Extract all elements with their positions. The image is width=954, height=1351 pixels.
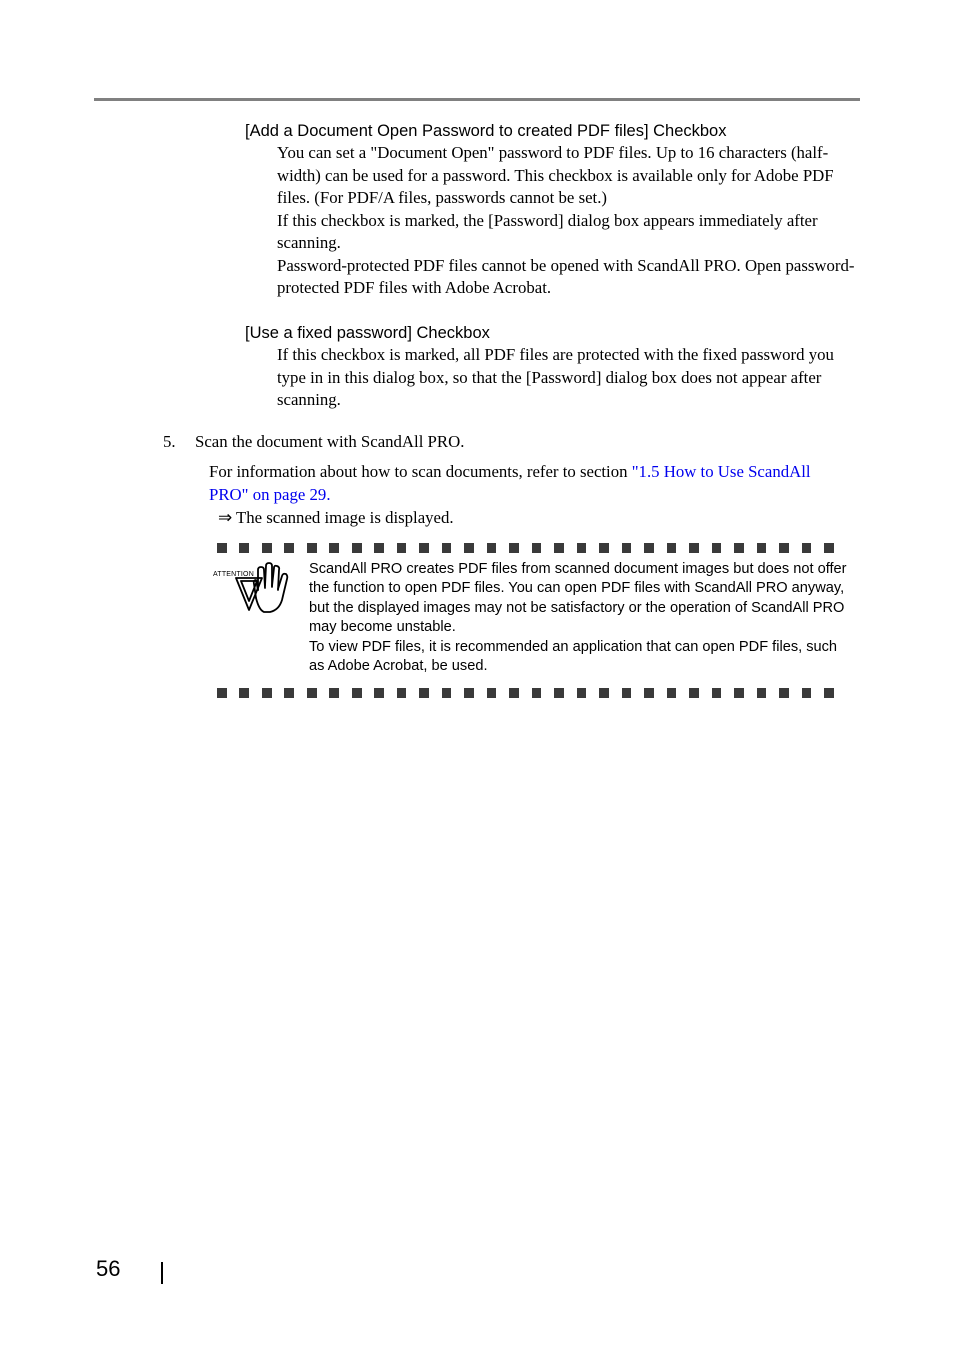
body-paragraph: Password-protected PDF files cannot be opened with ScandAll PRO. Open password-protected PDF files with Adobe Acrobat.	[277, 255, 855, 297]
border-dash	[532, 543, 542, 553]
border-dash	[554, 688, 564, 698]
border-dash	[239, 688, 249, 698]
border-dash	[622, 543, 632, 553]
reference-paragraph	[209, 461, 849, 506]
attention-line: To view PDF files, it is recommended an application that can open PDF files, such as Adobe Acrobat, be used.	[309, 638, 838, 675]
body-paragraph: If this checkbox is marked, the [Password] dialog box appears immediately after scanning.	[277, 210, 818, 252]
section-heading-open-password: [Add a Document Open Password to created PDF files] Checkbox	[245, 122, 727, 140]
border-dash	[284, 688, 294, 698]
step-number: 5.	[163, 432, 176, 451]
border-dash	[442, 543, 452, 553]
border-dash	[712, 543, 722, 553]
step-text: Scan the document with ScandAll PRO.	[195, 432, 465, 451]
border-dash	[464, 688, 474, 698]
border-dash	[644, 688, 654, 698]
border-dash	[329, 688, 339, 698]
border-dash	[262, 543, 272, 553]
border-dash	[712, 688, 722, 698]
border-dash	[644, 543, 654, 553]
attention-border-bottom	[217, 688, 847, 698]
border-dash	[824, 543, 834, 553]
border-dash	[262, 688, 272, 698]
section-body-open-password	[277, 142, 862, 300]
border-dash	[757, 688, 767, 698]
reference-text: For information about how to scan documents, refer to section	[209, 462, 632, 481]
border-dash	[734, 688, 744, 698]
border-dash	[442, 688, 452, 698]
header-rule	[94, 98, 860, 101]
border-dash	[397, 543, 407, 553]
border-dash	[487, 688, 497, 698]
border-dash	[284, 543, 294, 553]
border-dash	[667, 543, 677, 553]
step-result: ⇒ The scanned image is displayed.	[218, 508, 454, 527]
border-dash	[824, 688, 834, 698]
border-dash	[307, 543, 317, 553]
border-dash	[352, 688, 362, 698]
border-dash	[757, 543, 767, 553]
border-dash	[509, 543, 519, 553]
border-dash	[779, 688, 789, 698]
step-5	[163, 431, 464, 453]
border-dash	[487, 543, 497, 553]
body-paragraph: If this checkbox is marked, all PDF files are protected with the fixed password you type in in this dialog box, so that the [Password] dialog box does not appear after scanning.	[277, 345, 834, 409]
attention-hand-icon	[212, 560, 294, 616]
page-number: 56	[96, 1256, 121, 1281]
border-dash	[577, 688, 587, 698]
border-dash	[352, 543, 362, 553]
border-dash	[667, 688, 677, 698]
border-dash	[217, 688, 227, 698]
border-dash	[554, 543, 564, 553]
page-number-rule	[161, 1262, 163, 1284]
border-dash	[622, 688, 632, 698]
border-dash	[689, 688, 699, 698]
border-dash	[464, 543, 474, 553]
border-dash	[779, 543, 789, 553]
body-paragraph: You can set a "Document Open" password to PDF files. Up to 16 characters (half-width) can be used for a password. This checkbox is available only for Adobe PDF files. (For PDF/A files, passwords cannot be set.)	[277, 143, 834, 207]
border-dash	[599, 688, 609, 698]
border-dash	[734, 543, 744, 553]
section-link[interactable]: "1.5 How to Use ScandAll PRO" on page 29.	[209, 462, 811, 504]
border-dash	[239, 543, 249, 553]
border-dash	[802, 688, 812, 698]
border-dash	[397, 688, 407, 698]
attention-label: ATTENTION	[213, 571, 254, 578]
border-dash	[509, 688, 519, 698]
border-dash	[374, 688, 384, 698]
attention-border-top	[217, 543, 847, 553]
border-dash	[374, 543, 384, 553]
section-heading-fixed-password: [Use a fixed password] Checkbox	[245, 324, 490, 342]
border-dash	[577, 543, 587, 553]
border-dash	[802, 543, 812, 553]
border-dash	[329, 543, 339, 553]
border-dash	[532, 688, 542, 698]
border-dash	[599, 543, 609, 553]
border-dash	[689, 543, 699, 553]
border-dash	[419, 688, 429, 698]
attention-line: ScandAll PRO creates PDF files from scanned document images but does not offer the function to open PDF files. You can open PDF files with ScandAll PRO anyway, but the displayed images may not be satisfactory or the operation of ScandAll PRO may become unstable.	[309, 561, 847, 636]
section-body-fixed-password	[277, 344, 862, 412]
border-dash	[419, 543, 429, 553]
border-dash	[307, 688, 317, 698]
border-dash	[217, 543, 227, 553]
attention-text	[309, 560, 849, 676]
